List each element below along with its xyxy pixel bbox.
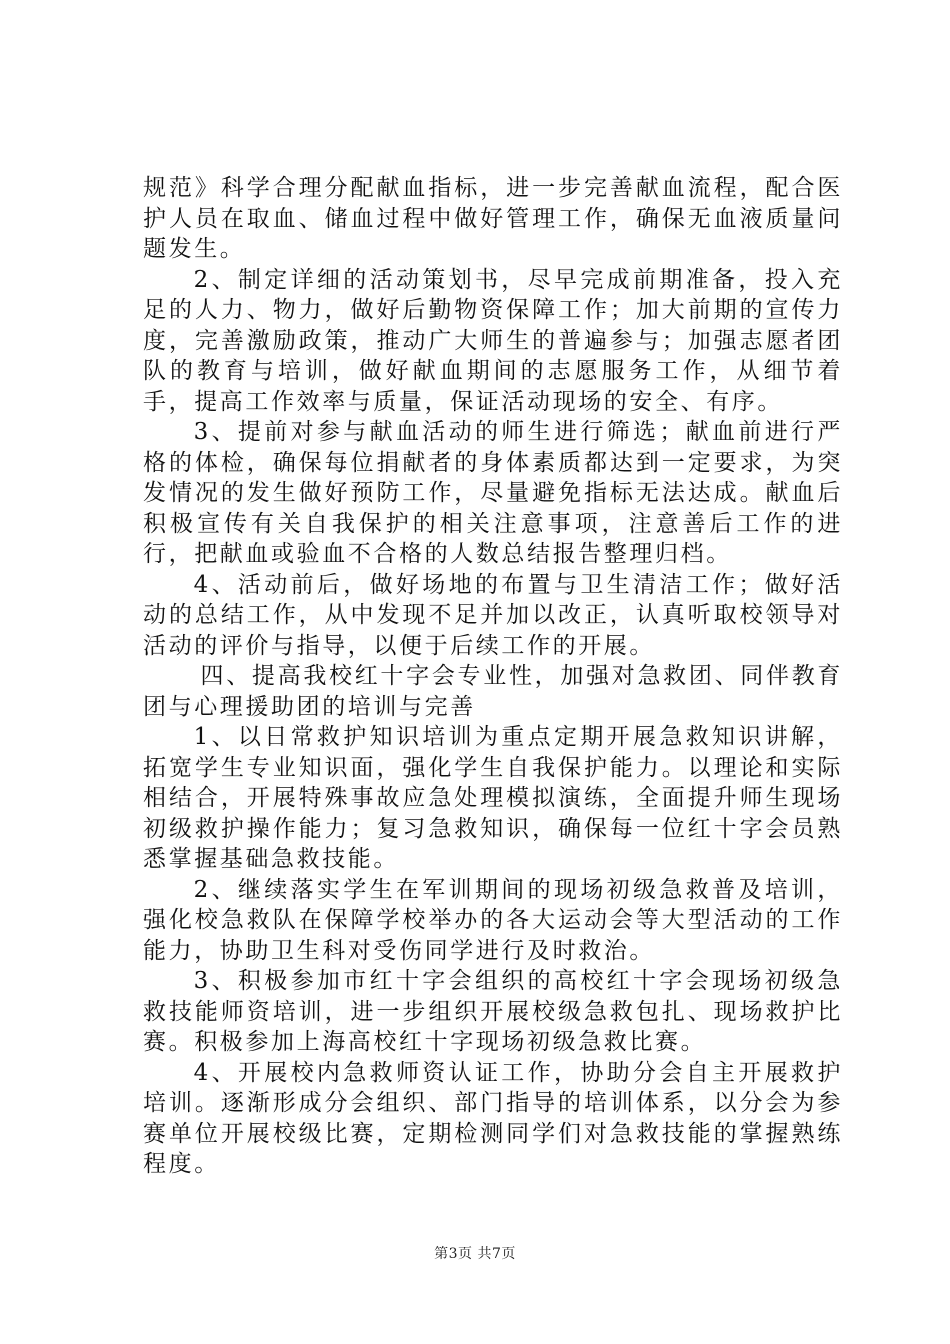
page-number-footer: 第3页 共7页 (434, 1246, 516, 1262)
paragraph-item-3b: 3、积极参加市红十字会组织的高校红十字会现场初级急救技能师资培训，进一步组织开展校级急救包扎、现场救护比赛。积极参加上海高校红十字现场初级急救比赛。 (143, 968, 843, 1055)
paragraph-item-4b: 4、开展校内急救师资认证工作，协助分会自主开展救护培训。逐渐形成分会组织、部门指导的培训体系，以分会为参赛单位开展校级比赛，定期检测同学们对急救技能的掌握熟练程度。 (143, 1059, 843, 1177)
paragraph-item-2b: 2、继续落实学生在军训期间的现场初级急救普及培训，强化校急救队在保障学校举办的各大运动会等大型活动的工作能力，协助卫生科对受伤同学进行及时救治。 (143, 876, 843, 964)
paragraph-item-3: 3、提前对参与献血活动的师生进行筛选；献血前进行严格的体检，确保每位捐献者的身体素质都达到一定要求，为突发情况的发生做好预防工作，尽量避免指标无法达成。献血后积极宣传有关自我保护的相关注意事项，注意善后工作的进行，把献血或验血不合格的人数总结报告整理归档。 (143, 419, 843, 567)
paragraph-item-2: 2、制定详细的活动策划书，尽早完成前期准备，投入充足的人力、物力，做好后勤物资保障工作；加大前期的宣传力度，完善激励政策，推动广大师生的普遍参与；加强志愿者团队的教育与培训，做好献血期间的志愿服务工作，从细节着手，提高工作效率与质量，保证活动现场的安全、有序。 (143, 266, 843, 415)
paragraph-continuation: 规范》科学合理分配献血指标，进一步完善献血流程，配合医护人员在取血、储血过程中做好管理工作，确保无血液质量问题发生。 (143, 175, 843, 262)
paragraph-item-1: 1、以日常救护知识培训为重点定期开展急救知识讲解，拓宽学生专业知识面，强化学生自我保护能力。以理论和实际相结合，开展特殊事故应急处理模拟演练，全面提升师生现场初级救护操作能力；复习急救知识，确保每一位红十字会员熟悉掌握基础急救技能。 (143, 724, 843, 872)
document-body (143, 173, 843, 1180)
section-heading-4: 四、提高我校红十字会专业性，加强对急救团、同伴教育团与心理援助团的培训与完善 (143, 663, 843, 720)
paragraph-item-4: 4、活动前后，做好场地的布置与卫生清洁工作；做好活动的总结工作，从中发现不足并加以改正，认真听取校领导对活动的评价与指导，以便于后续工作的开展。 (143, 571, 843, 659)
